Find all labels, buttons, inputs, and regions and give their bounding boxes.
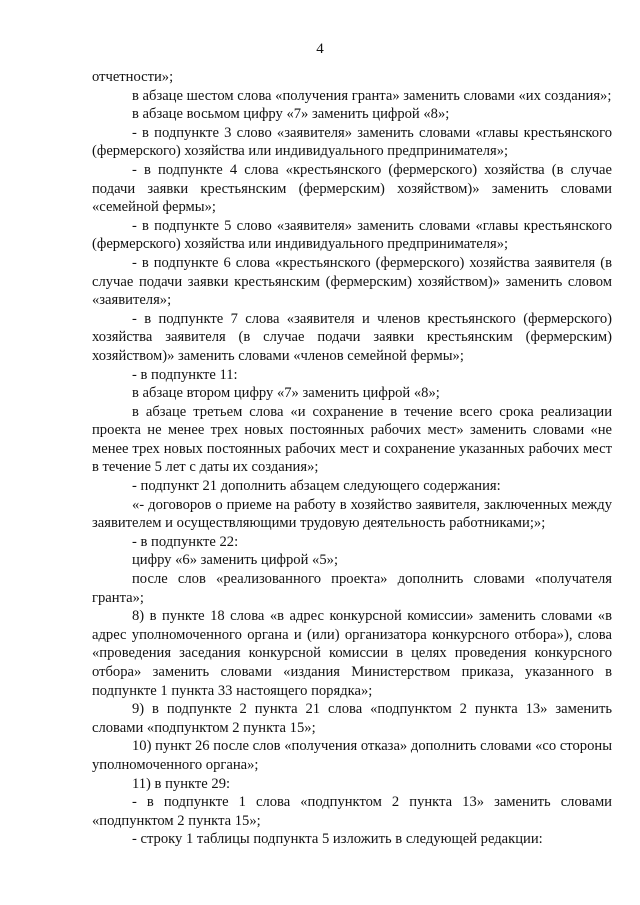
document-body [92,68,612,849]
paragraph: в абзаце восьмом цифру «7» заменить цифрой «8»; [132,106,450,123]
paragraph: в абзаце третьем слова «и сохранение в течение всего срока реализации проекта не менее трех новых постоянных рабочих мест» заменить словами «не менее трех новых постоянных рабочих мест и сохранение указанных рабочих мест в течение 5 лет с даты их создания»; [92,403,612,476]
paragraph: 10) пункт 26 после слов «получения отказа» дополнить словами «со стороны уполномоченного органа»; [92,738,612,773]
paragraph: в абзаце втором цифру «7» заменить цифрой «8»; [132,385,440,402]
paragraph: отчетности»; [92,69,174,85]
paragraph: - строку 1 таблицы подпункта 5 изложить в следующей редакции: [132,831,543,848]
paragraph: - в подпункте 3 слово «заявителя» заменить словами «главы крестьянского (фермерского) хозяйства или индивидуального предпринимателя»; [92,124,612,160]
paragraph: 9) в подпункте 2 пункта 21 слова «подпунктом 2 пункта 13» заменить словами «подпунктом 2 пункта 15»; [92,701,612,736]
paragraph: - подпункт 21 дополнить абзацем следующего содержания: [132,478,501,495]
paragraph: - в подпункте 11: [132,366,238,383]
paragraph: в абзаце шестом слова «получения гранта» заменить словами «их создания»; [132,87,612,104]
paragraph: 11) в пункте 29: [132,775,231,792]
paragraph: 8) в пункте 18 слова «в адрес конкурсной комиссии» заменить словами «в адрес уполномоченного органа и (или) организатора конкурсного отбора»), слова «проведения заседания конкурсной комиссии в целях проведения конкурсного отбора» заменить словами «издания Министерством приказа, указанного в подпункте 1 пункта 33 настоящего порядка»; [92,608,612,699]
paragraph: - в подпункте 6 слова «крестьянского (фермерского) хозяйства заявителя (в случае подачи заявки крестьянским (фермерским) хозяйством)» заменить словом «заявителя»; [92,254,612,309]
paragraph: - в подпункте 5 слово «заявителя» заменить словами «главы крестьянского (фермерского) хозяйства или индивидуального предпринимателя»; [92,217,612,253]
paragraph: - в подпункте 4 слова «крестьянского (фермерского) хозяйства (в случае подачи заявки крестьянским (фермерским) хозяйством)» заменить словами «семейной фермы»; [92,161,612,216]
paragraph: - в подпункте 7 слова «заявителя и членов крестьянского (фермерского) хозяйства заявителя (в случае подачи заявки крестьянским (фермерским) хозяйством)» заменить словами «членов семейной фермы»; [92,310,612,364]
paragraph: - в подпункте 22: [132,533,239,550]
paragraph: - в подпункте 1 слова «подпунктом 2 пункта 13» заменить словами «подпунктом 2 пункта 15»; [92,794,612,829]
paragraph: «- договоров о приеме на работу в хозяйство заявителя, заключенных между заявителем и осуществляющими трудовую деятельность работниками;»; [92,496,612,532]
paragraph: цифру «6» заменить цифрой «5»; [132,552,338,569]
page-number: 4 [316,41,324,57]
paragraph: после слов «реализованного проекта» дополнить словами «получателя гранта»; [92,571,612,606]
